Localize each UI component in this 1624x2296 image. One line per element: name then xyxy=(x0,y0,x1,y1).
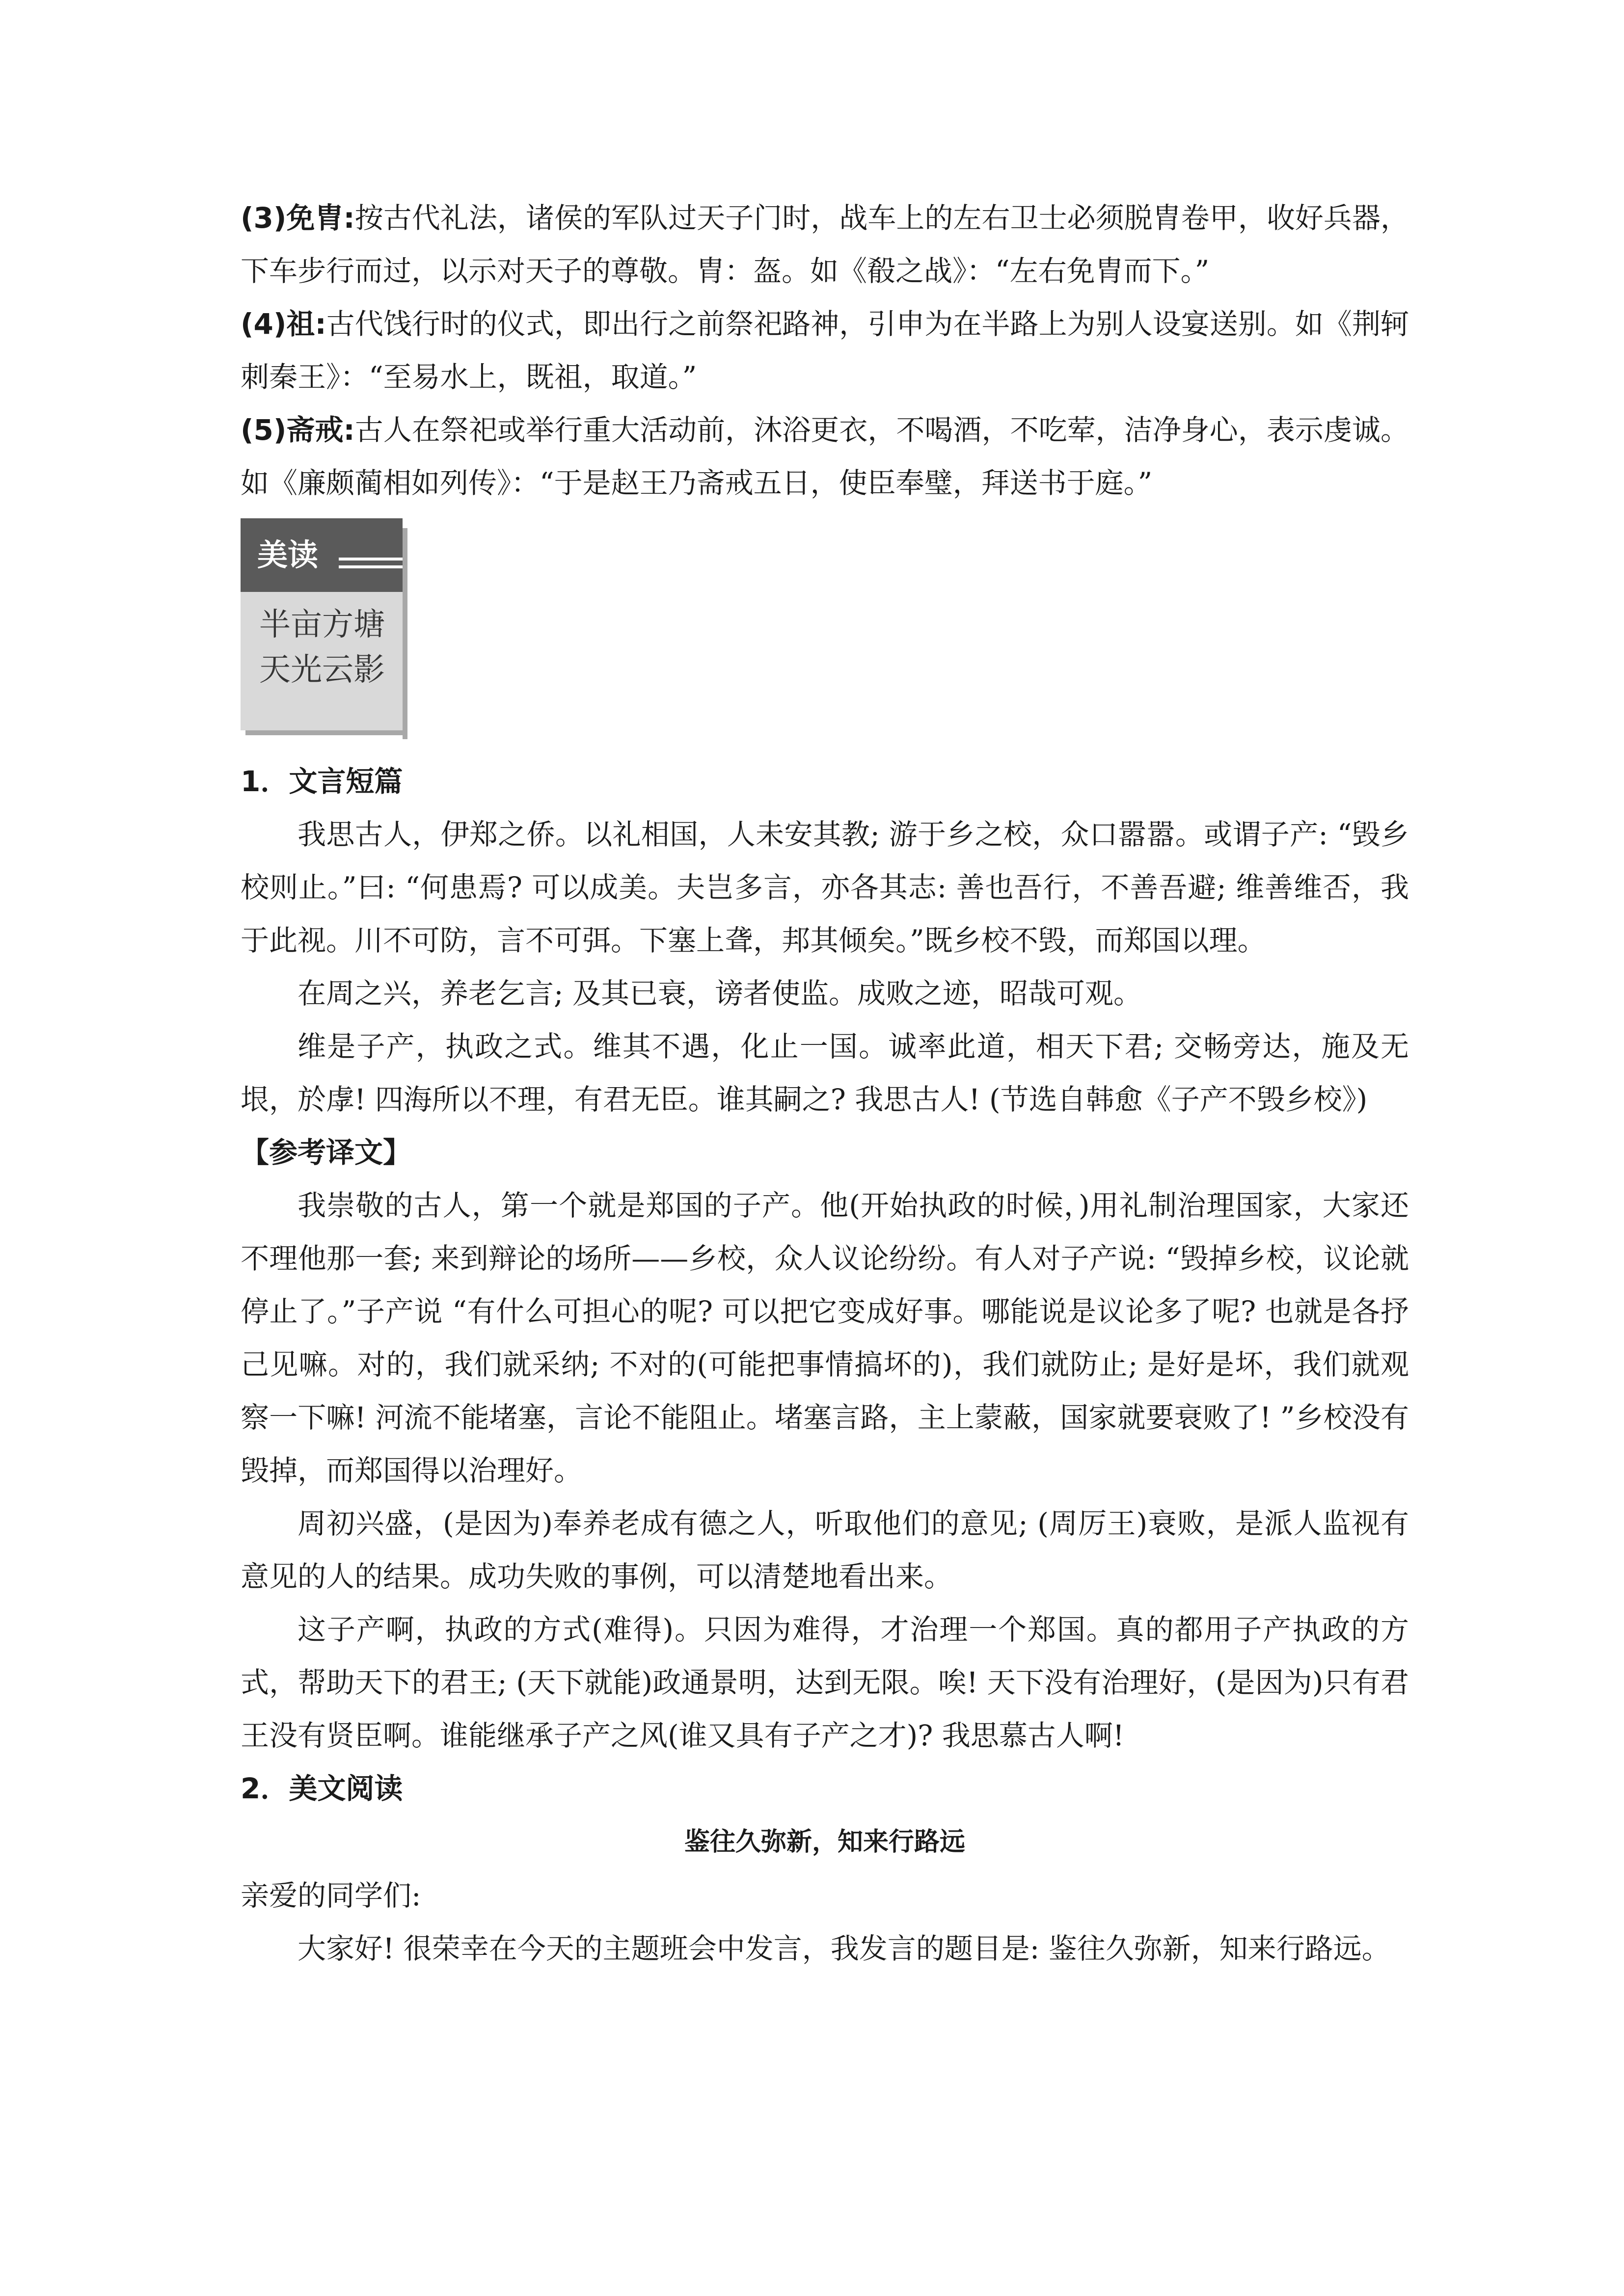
badge-shadow xyxy=(403,528,407,739)
section-badge xyxy=(241,518,417,744)
badge-subtitle-2: 天光云影 xyxy=(259,652,385,688)
translation-paragraph: 这子产啊，执政的方式(难得)。只因为难得，才治理一个郑国。真的都用子产执政的方式，帮助天下的君王; (天下就能)政通景明，达到无限。唉! 天下没有治理好，(是因为)只有君王没有贤臣啊。谁能继承子产之风(谁又具有子产之才)? 我思慕古人啊! xyxy=(241,1613,1409,1752)
essay-title: 鉴往久弥新，知来行路远 xyxy=(684,1827,965,1857)
note-4 xyxy=(241,297,1409,403)
badge-rule xyxy=(339,558,403,561)
salutation: 亲爱的同学们: xyxy=(241,1879,421,1912)
classical-paragraph: 我思古人，伊郑之侨。以礼相国，人未安其教; 游于乡之校，众口嚣嚣。或谓子产: “毁乡校则止。”曰: “何患焉? 可以成美。夫岂多言，亦各其志: 善也吾行，不善吾避; 维善维否，我于此视。川不可防，言不可弭。下塞上聋，邦其倾矣。”既乡校不毁，而郑国以理。 xyxy=(241,818,1409,957)
translation-paragraph: 周初兴盛，(是因为)奉养老成有德之人，听取他们的意见; (周厉王)衰败，是派人监视有意见的人的结果。成功失败的事例，可以清楚地看出来。 xyxy=(241,1507,1409,1593)
badge-subtitle-1: 半亩方塘 xyxy=(259,607,385,643)
translation-label: 【参考译文】 xyxy=(241,1136,412,1169)
badge-shadow xyxy=(245,730,407,735)
badge-head xyxy=(241,518,403,592)
note-5 xyxy=(241,403,1409,509)
note-term: (3)免胄: xyxy=(241,201,355,235)
section-heading-1: 1．文言短篇 xyxy=(241,765,403,798)
essay-opening: 大家好! 很荣幸在今天的主题班会中发言，我发言的题目是: 鉴往久弥新，知来行路远。 xyxy=(298,1932,1390,1965)
note-term: (5)斋戒: xyxy=(241,413,355,447)
note-text: 按古代礼法，诸侯的军队过天子门时，战车上的左右卫士必须脱胄卷甲，收好兵器，下车步行而过，以示对天子的尊敬。胄：盔。如《殽之战》：“左右免胄而下。” xyxy=(241,201,1409,288)
note-term: (4)祖: xyxy=(241,307,326,341)
translation-paragraph: 我崇敬的古人，第一个就是郑国的子产。他(开始执政的时候，)用礼制治理国家，大家还不理他那一套; 来到辩论的场所——乡校，众人议论纷纷。有人对子产说: “毁掉乡校，议论就停止了。”子产说 “有什么可担心的呢? 可以把它变成好事。哪能说是议论多了呢? 也就是各抒己见嘛。对的，我们就采纳; 不对的(可能把事情搞坏的)，我们就防止; 是好是坏，我们就观察一下嘛! 河流不能堵塞，言论不能阻止。堵塞言路，主上蒙蔽，国家就要衰败了! ”乡校没有毁掉，而郑国得以治理好。 xyxy=(241,1189,1409,1487)
classical-paragraph: 维是子产，执政之式。维其不遇，化止一国。诚率此道，相天下君; 交畅旁达，施及无垠，於虖! 四海所以不理，有君无臣。谁其嗣之? 我思古人! (节选自韩愈《子产不毁乡校》) xyxy=(241,1030,1409,1116)
note-3 xyxy=(241,191,1409,297)
section-heading-2: 2．美文阅读 xyxy=(241,1772,403,1805)
page-content xyxy=(241,191,1409,1975)
classical-paragraph: 在周之兴，养老乞言; 及其已衰，谤者使监。成败之迹，昭哉可观。 xyxy=(298,977,1142,1010)
note-text: 古代饯行时的仪式，即出行之前祭祀路神，引申为在半路上为别人设宴送别。如《荆轲刺秦王》：“至易水上，既祖，取道。” xyxy=(241,307,1409,394)
note-text: 古人在祭祀或举行重大活动前，沐浴更衣，不喝酒，不吃荤，洁净身心，表示虔诚。如《廉颇蔺相如列传》：“于是赵王乃斋戒五日，使臣奉璧，拜送书于庭。” xyxy=(241,413,1409,500)
badge-rule xyxy=(339,565,403,568)
badge-title: 美读 xyxy=(257,537,319,573)
